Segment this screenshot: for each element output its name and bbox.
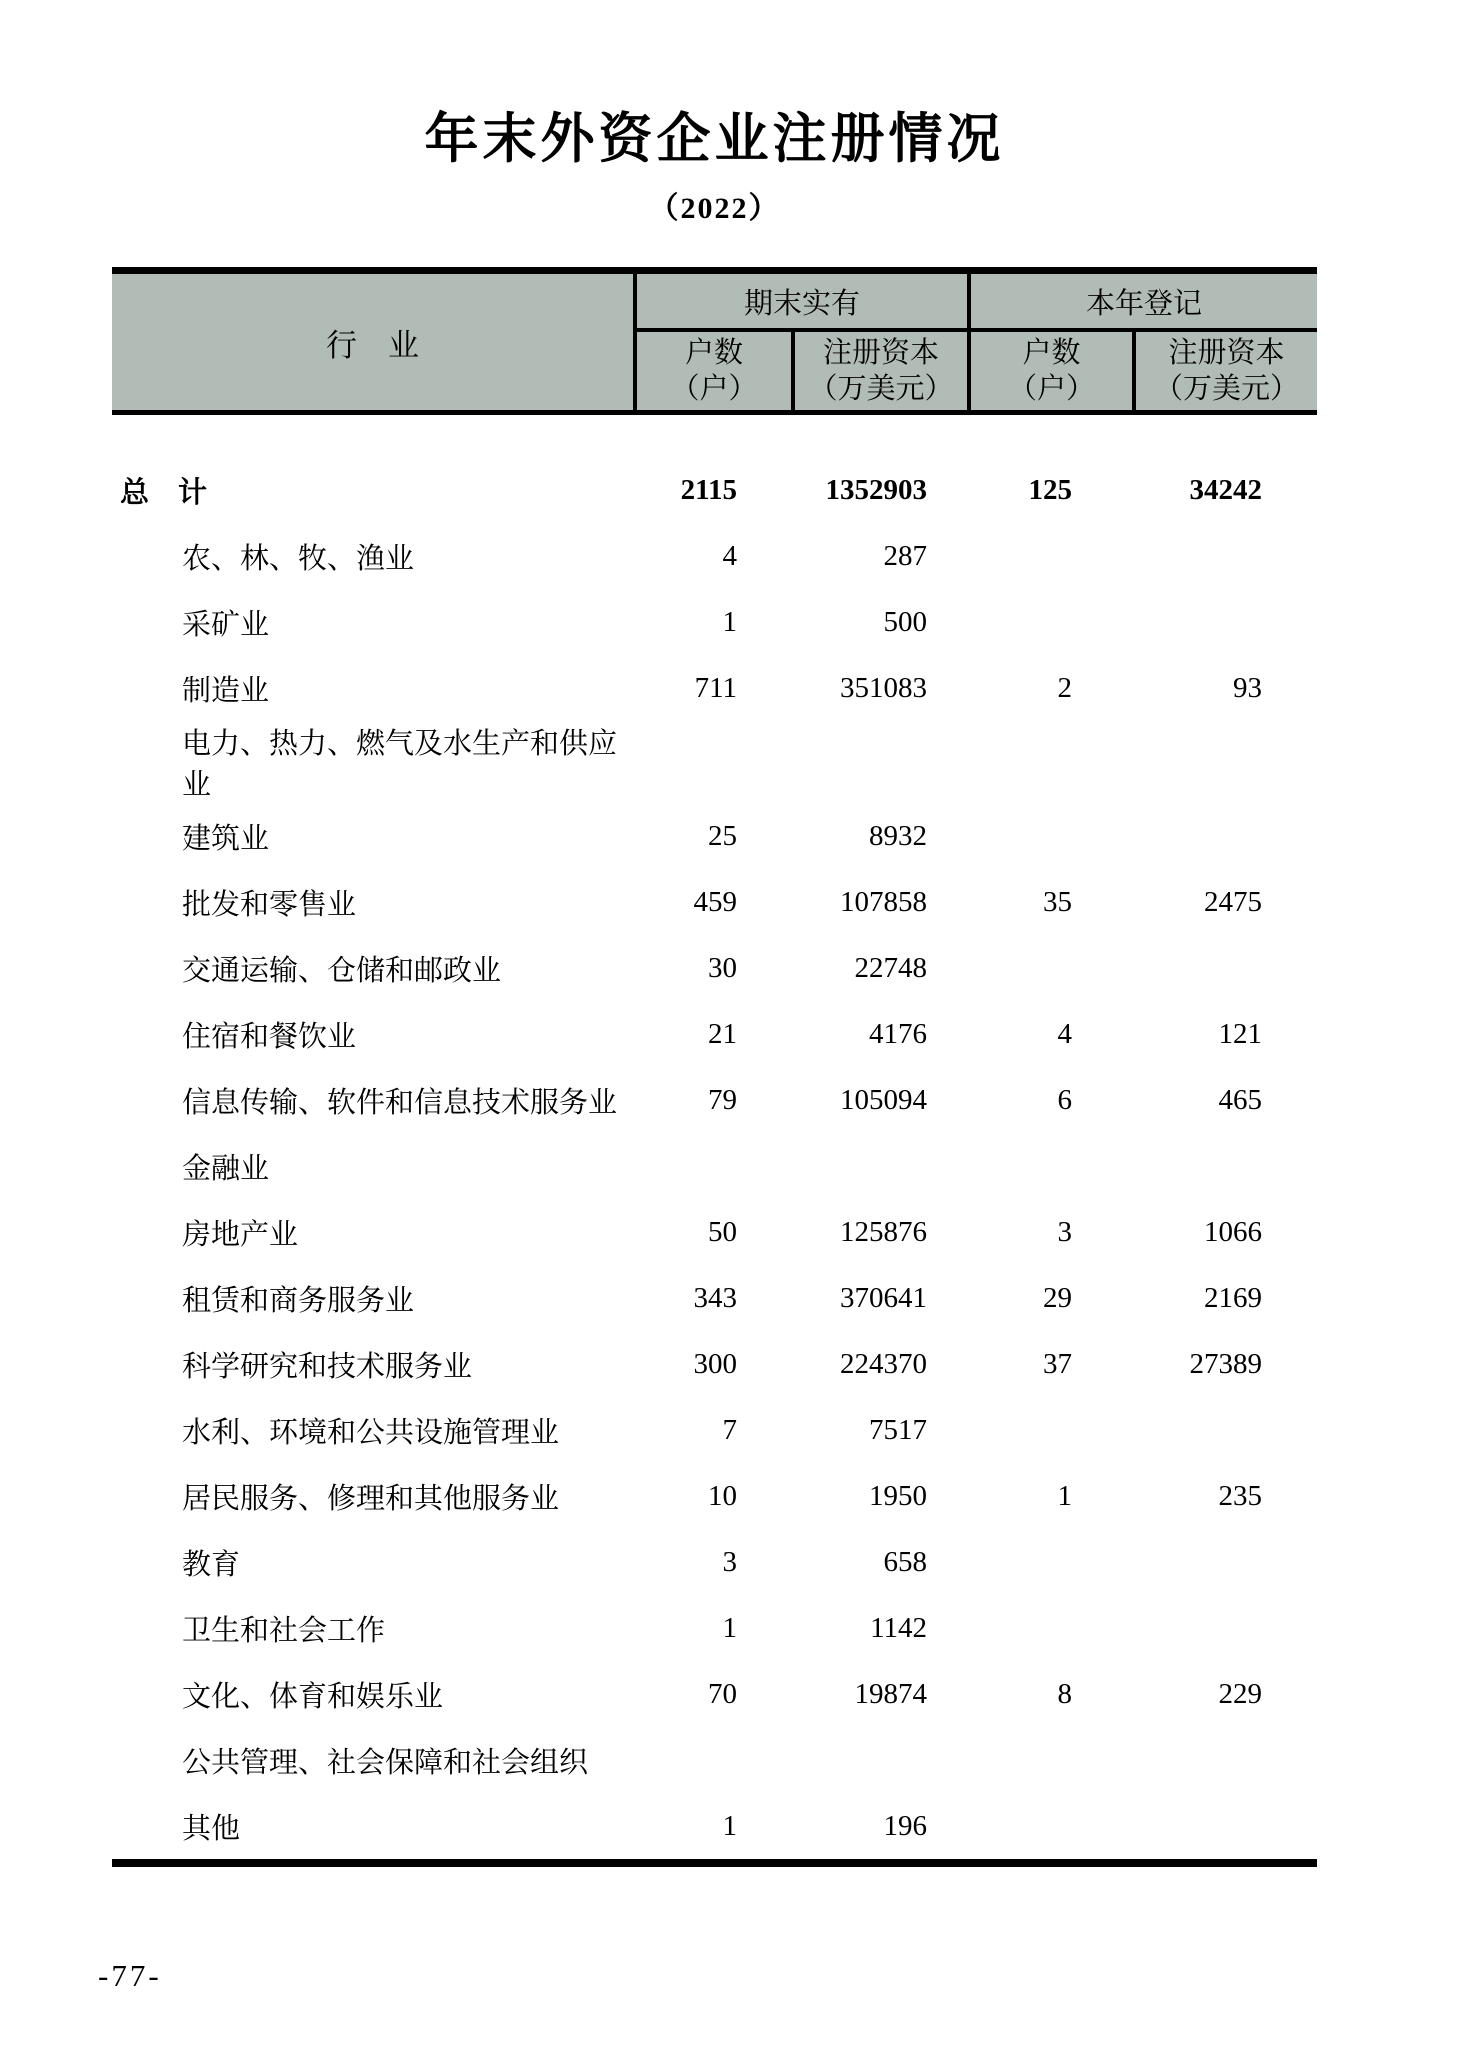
year-capital-cell — [1134, 935, 1317, 1001]
year-count-cell — [969, 935, 1134, 1001]
year-capital-cell — [1134, 523, 1317, 589]
header-period-capital-unit: （万美元） — [808, 373, 954, 406]
page-title: 年末外资企业注册情况 — [424, 109, 1005, 169]
year-capital-cell: 1066 — [1204, 1215, 1263, 1248]
header-year-count-title: 户数 — [1022, 337, 1081, 370]
industry-cell: 其他 — [182, 1812, 241, 1845]
year-capital-cell — [1134, 589, 1317, 655]
year-capital-cell: 465 — [1218, 1083, 1263, 1116]
header-industry: 行 业 — [112, 271, 635, 413]
period-count-cell: 7 — [722, 1413, 737, 1446]
year-count-cell: 1 — [1057, 1479, 1073, 1512]
period-capital-cell: 370641 — [840, 1281, 928, 1314]
period-count-cell: 79 — [708, 1083, 737, 1116]
header-year-capital-title: 注册资本 — [1168, 337, 1285, 370]
table-row — [112, 869, 1317, 935]
industry-cell: 采矿业 — [182, 608, 270, 641]
year-count-cell: 35 — [1043, 885, 1073, 918]
industry-cell: 金融业 — [182, 1152, 270, 1185]
period-count-cell: 30 — [708, 951, 737, 984]
header-group-row — [112, 271, 1317, 331]
table-body — [112, 413, 1317, 1864]
industry-cell: 租赁和商务服务业 — [182, 1284, 415, 1317]
year-capital-cell: 2169 — [1204, 1281, 1263, 1314]
year-count-cell: 8 — [1057, 1677, 1073, 1710]
period-count-cell: 2115 — [680, 473, 737, 506]
period-count-cell — [635, 1133, 793, 1199]
period-capital-cell: 22748 — [854, 951, 928, 984]
period-capital-cell — [793, 1727, 969, 1793]
header-period-capital — [793, 330, 969, 413]
table-row — [112, 1001, 1317, 1067]
industry-cell: 公共管理、社会保障和社会组织 — [182, 1746, 589, 1779]
period-count-cell: 50 — [708, 1215, 737, 1248]
period-count-cell: 25 — [708, 819, 737, 852]
period-capital-cell — [793, 1133, 969, 1199]
year-count-cell — [969, 1595, 1134, 1661]
table-row — [112, 1265, 1317, 1331]
industry-cell: 农、林、牧、渔业 — [182, 542, 415, 575]
year-capital-cell — [1134, 1397, 1317, 1463]
period-count-cell: 1 — [722, 1611, 737, 1644]
year-count-cell — [969, 721, 1134, 803]
table-row — [112, 721, 1317, 803]
year-count-cell — [969, 1133, 1134, 1199]
industry-cell: 科学研究和技术服务业 — [182, 1350, 473, 1383]
period-count-cell — [635, 721, 793, 803]
table-row — [112, 457, 1317, 523]
period-count-cell: 3 — [722, 1545, 737, 1578]
period-capital-cell: 19874 — [854, 1677, 928, 1710]
year-capital-cell: 2475 — [1204, 885, 1263, 918]
table-row — [112, 1199, 1317, 1265]
period-count-cell: 21 — [708, 1017, 737, 1050]
table-row — [112, 803, 1317, 869]
industry-cell: 总 计 — [120, 476, 208, 509]
header-period-count — [635, 330, 793, 413]
industry-cell: 制造业 — [182, 674, 270, 707]
period-capital-cell: 8932 — [869, 819, 928, 852]
year-count-cell — [969, 523, 1134, 589]
period-count-cell: 1 — [722, 1809, 737, 1842]
year-capital-cell — [1134, 1529, 1317, 1595]
period-count-cell: 343 — [693, 1281, 737, 1314]
year-capital-cell: 235 — [1218, 1479, 1263, 1512]
table-row — [112, 523, 1317, 589]
period-capital-cell: 7517 — [869, 1413, 928, 1446]
period-capital-cell: 125876 — [840, 1215, 928, 1248]
period-count-cell: 1 — [722, 605, 737, 638]
year-capital-cell: 229 — [1218, 1677, 1263, 1710]
header-year-count-unit: （户） — [1008, 373, 1096, 406]
year-count-cell: 29 — [1043, 1281, 1073, 1314]
table-row — [112, 1331, 1317, 1397]
period-capital-cell: 224370 — [840, 1347, 928, 1380]
industry-cell: 居民服务、修理和其他服务业 — [182, 1482, 560, 1515]
period-capital-cell: 1142 — [870, 1611, 928, 1644]
industry-cell: 信息传输、软件和信息技术服务业 — [182, 1086, 618, 1119]
header-period-capital-title: 注册资本 — [823, 337, 940, 370]
period-capital-cell: 500 — [883, 605, 928, 638]
table-row — [112, 1529, 1317, 1595]
header-year-count — [969, 330, 1134, 413]
content-area — [112, 110, 1317, 1867]
period-capital-cell: 4176 — [869, 1017, 928, 1050]
page-subtitle: （2022） — [648, 192, 781, 226]
table-row — [112, 1067, 1317, 1133]
year-count-cell — [969, 589, 1134, 655]
industry-cell: 水利、环境和公共设施管理业 — [182, 1416, 560, 1449]
table-row — [112, 1595, 1317, 1661]
industry-cell: 卫生和社会工作 — [182, 1614, 386, 1647]
year-capital-cell — [1134, 1793, 1317, 1863]
industry-cell: 教育 — [182, 1548, 241, 1581]
period-capital-cell: 351083 — [840, 671, 928, 704]
table-row — [112, 1133, 1317, 1199]
period-count-cell: 4 — [722, 539, 737, 572]
year-capital-cell — [1134, 721, 1317, 803]
header-period-count-title: 户数 — [684, 337, 743, 370]
period-capital-cell: 107858 — [840, 885, 928, 918]
table-row — [112, 1793, 1317, 1863]
period-count-cell: 70 — [708, 1677, 737, 1710]
period-capital-cell: 1950 — [869, 1479, 928, 1512]
year-capital-cell — [1134, 1133, 1317, 1199]
year-capital-cell: 27389 — [1189, 1347, 1263, 1380]
header-group-period-end: 期末实有 — [635, 271, 969, 331]
spacer-row — [112, 413, 1317, 458]
industry-cell: 批发和零售业 — [182, 888, 357, 921]
period-count-cell: 300 — [693, 1347, 737, 1380]
table-row — [112, 1661, 1317, 1727]
year-count-cell: 4 — [1057, 1017, 1073, 1050]
year-capital-cell: 34242 — [1189, 473, 1263, 506]
header-period-count-unit: （户） — [670, 373, 758, 406]
period-capital-cell: 196 — [883, 1809, 928, 1842]
industry-cell: 交通运输、仓储和邮政业 — [182, 954, 502, 987]
period-capital-cell — [793, 721, 969, 803]
year-count-cell — [969, 803, 1134, 869]
period-capital-cell: 1352903 — [825, 473, 928, 506]
header-group-year-registered: 本年登记 — [969, 271, 1317, 331]
year-count-cell — [969, 1529, 1134, 1595]
year-capital-cell: 121 — [1218, 1017, 1263, 1050]
table-row — [112, 935, 1317, 1001]
year-count-cell: 2 — [1057, 671, 1073, 704]
period-count-cell — [635, 1727, 793, 1793]
table-row — [112, 1727, 1317, 1793]
table-row — [112, 1463, 1317, 1529]
year-count-cell — [969, 1727, 1134, 1793]
year-count-cell: 125 — [1028, 473, 1073, 506]
table-row — [112, 589, 1317, 655]
year-capital-cell — [1134, 803, 1317, 869]
period-capital-cell: 105094 — [840, 1083, 928, 1116]
period-count-cell: 459 — [693, 885, 737, 918]
year-count-cell: 37 — [1043, 1347, 1073, 1380]
industry-cell: 住宿和餐饮业 — [182, 1020, 357, 1053]
page-number: -77- — [98, 1958, 162, 1993]
industry-cell: 房地产业 — [182, 1218, 299, 1251]
industry-cell: 文化、体育和娱乐业 — [182, 1680, 444, 1713]
header-year-capital — [1134, 330, 1317, 413]
table-row — [112, 655, 1317, 721]
period-capital-cell: 287 — [883, 539, 928, 572]
year-capital-cell — [1134, 1727, 1317, 1793]
year-count-cell — [969, 1397, 1134, 1463]
year-capital-cell: 93 — [1233, 671, 1263, 704]
industry-cell: 电力、热力、燃气及水生产和供应业 — [182, 728, 618, 802]
table-row — [112, 1397, 1317, 1463]
year-count-cell: 6 — [1057, 1083, 1073, 1116]
year-count-cell: 3 — [1057, 1215, 1073, 1248]
header-year-capital-unit: （万美元） — [1154, 373, 1300, 406]
period-count-cell: 711 — [694, 671, 737, 704]
industry-cell: 建筑业 — [182, 822, 270, 855]
table-header — [112, 271, 1317, 413]
period-capital-cell: 658 — [883, 1545, 928, 1578]
year-count-cell — [969, 1793, 1134, 1863]
registration-table — [112, 267, 1317, 1867]
period-count-cell: 10 — [708, 1479, 737, 1512]
year-capital-cell — [1134, 1595, 1317, 1661]
